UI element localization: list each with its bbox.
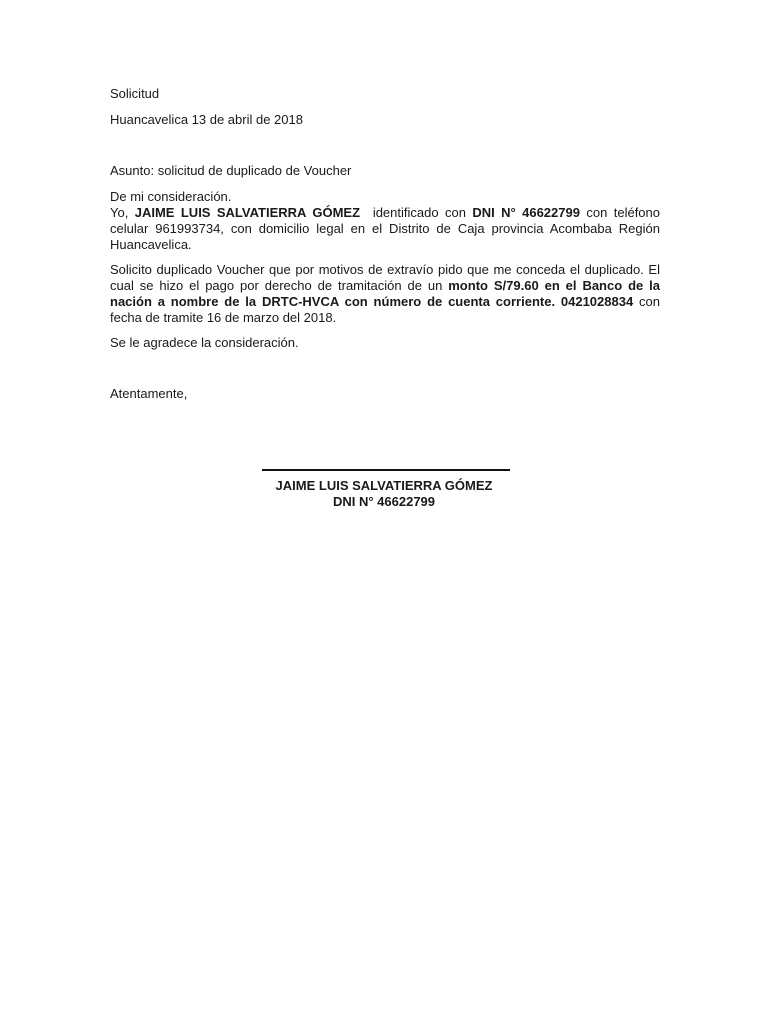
para1-text-1: Yo, — [110, 205, 135, 220]
signature-line — [262, 469, 510, 471]
thanks-line: Se le agradece la consideración. — [110, 335, 299, 350]
signature-dni: DNI N° 46622799 — [332, 494, 436, 509]
applicant-dni: DNI N° 46622799 — [472, 205, 580, 220]
para2-text-2: con fecha de tramite 16 de marzo del 2018. — [110, 294, 660, 325]
subject-line: Asunto: solicitud de duplicado de Voucher — [110, 163, 352, 178]
greeting: De mi consideración. — [110, 189, 232, 204]
paragraph-request — [110, 262, 660, 326]
place-date: Huancavelica 13 de abril de 2018 — [110, 112, 303, 127]
para2-text-1: Solicito duplicado Voucher que por motivos de extravío pido que me conceda el duplicado. El cual se hizo el pago por derecho de tramitación de un — [110, 262, 660, 293]
paragraph-identification — [110, 205, 660, 253]
closing-line: Atentamente, — [110, 386, 188, 401]
signature-name: JAIME LUIS SALVATIERRA GÓMEZ — [275, 478, 493, 493]
para1-text-2: identificado con — [360, 205, 473, 220]
applicant-name: JAIME LUIS SALVATIERRA GÓMEZ — [134, 205, 361, 220]
para1-text-3: con teléfono celular 961993734, con domicilio legal en el Distrito de Caja provincia Acombaba Región Huancavelica. — [110, 205, 660, 252]
payment-details: monto S/79.60 en el Banco de la nación a nombre de la DRTC-HVCA con número de cuenta corriente. 0421028834 — [110, 278, 661, 309]
letter-heading: Solicitud — [110, 86, 160, 101]
